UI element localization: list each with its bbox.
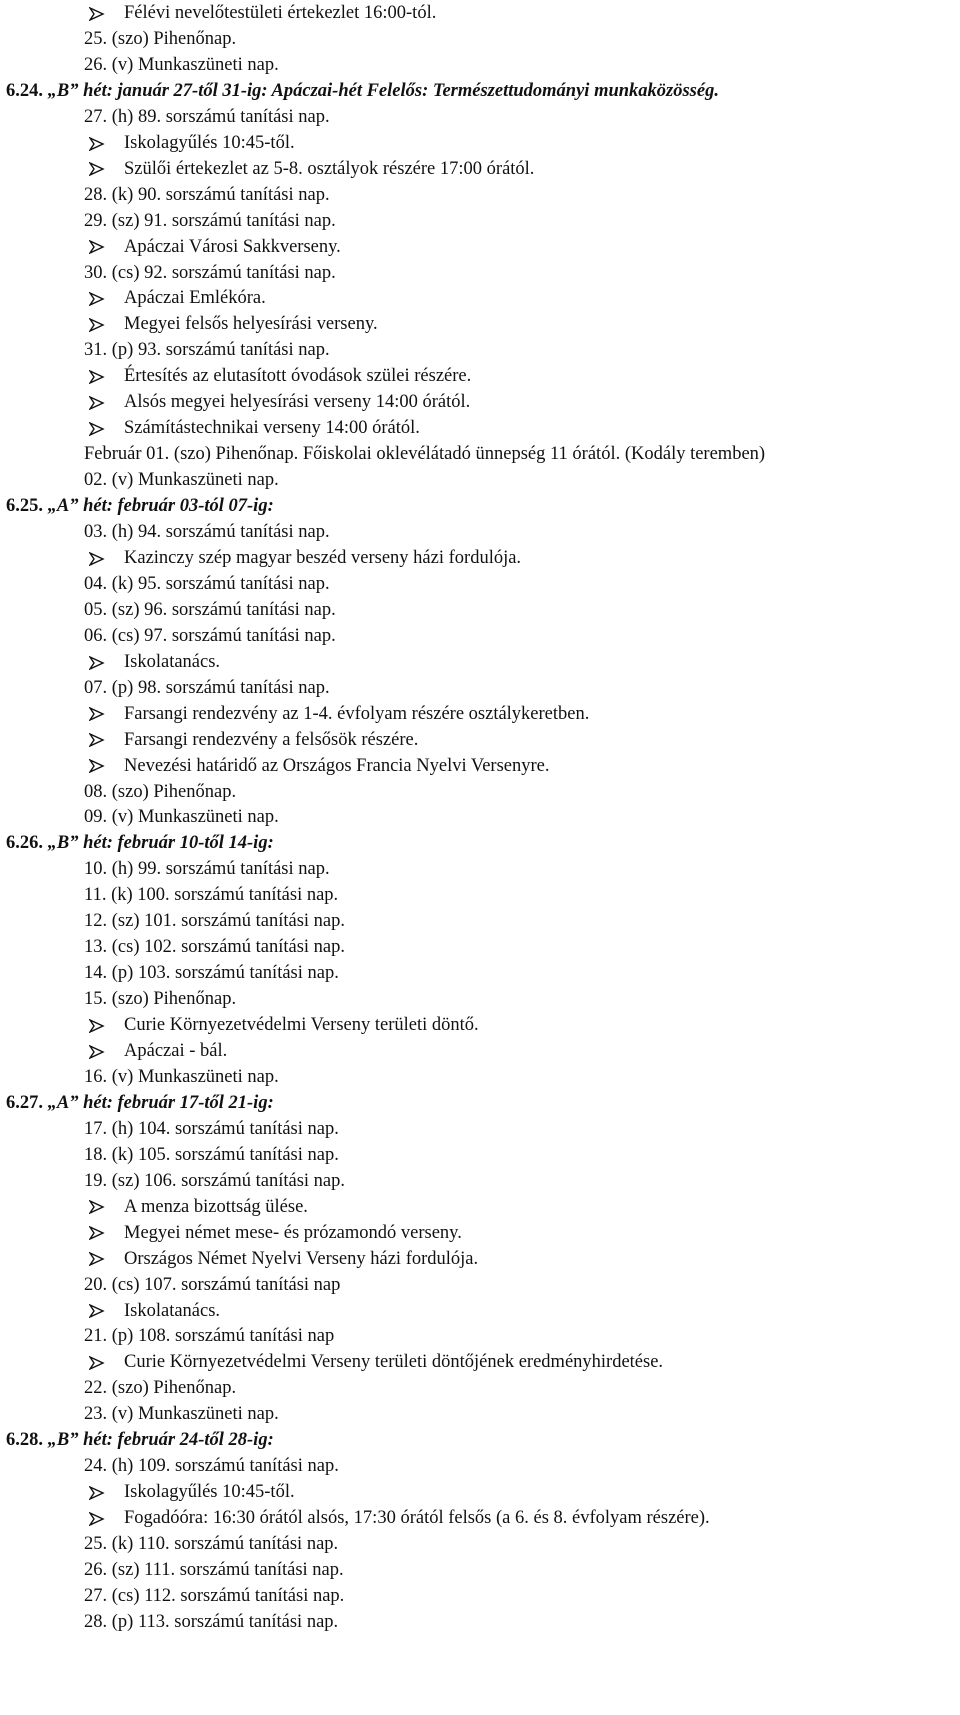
arrow-bullet-icon: [84, 1246, 110, 1272]
weekday-tag: (k): [111, 1534, 134, 1555]
bullet-text: Országos Német Nyelvi Verseny házi fordulója.: [124, 1248, 479, 1269]
weekday-tag: (sz): [111, 1560, 140, 1580]
day-entry: [84, 1609, 338, 1635]
weekday-tag: (cs): [111, 1274, 140, 1295]
day-entry: [84, 208, 336, 234]
day-description: 113. sorszámú tanítási nap.: [137, 1611, 339, 1632]
bullet-text: Fogadóóra: 16:30 órától alsós, 17:30 órától felsős (a 6. és 8. évfolyam részére).: [124, 1508, 710, 1529]
bullet-text: Apáczai Emlékóra.: [124, 288, 266, 309]
day-number: 10.: [84, 859, 108, 880]
day-entry: [84, 1323, 334, 1349]
day-entry: [84, 1142, 339, 1168]
weekday-tag: (cs): [111, 625, 140, 646]
weekday-tag: (k): [111, 184, 134, 205]
weekday-tag: (v): [111, 807, 134, 828]
week-heading-segment: január 27-től 31-ig:: [117, 80, 272, 101]
day-entry: [84, 1272, 340, 1298]
arrow-bullet-icon: [84, 701, 110, 727]
bullet-text: Megyei felsős helyesírási verseny.: [124, 314, 378, 335]
bullet-item: [124, 1479, 295, 1505]
day-description: 108. sorszámú tanítási nap: [137, 1326, 335, 1347]
bullet-item: [124, 311, 378, 337]
week-heading: [6, 1427, 274, 1453]
bullet-item: [124, 130, 295, 156]
arrow-bullet-icon: [84, 415, 110, 441]
day-number: 25.: [84, 28, 108, 49]
arrow-bullet-icon: [84, 1349, 110, 1375]
day-entry: [84, 1116, 339, 1142]
day-number: 25.: [84, 1534, 108, 1555]
bullet-item: [124, 363, 471, 389]
entry-text: Február 01. (szo) Pihenőnap. Főiskolai oklevélátadó ünnepség 11 órától. (Kodály teremben): [84, 444, 766, 465]
week-number: 6.24.: [6, 80, 43, 101]
bullet-text: Farsangi rendezvény a felsősök részére.: [124, 729, 419, 750]
week-number: 6.26.: [6, 833, 43, 854]
bullet-item: [124, 545, 521, 571]
day-description: 107. sorszámú tanítási nap: [144, 1274, 341, 1295]
day-number: 05.: [84, 599, 108, 620]
bullet-text: Farsangi rendezvény az 1-4. évfolyam részére osztálykeretben.: [124, 703, 590, 724]
day-entry: [84, 519, 330, 545]
day-number: 06.: [84, 625, 108, 646]
day-number: 22.: [84, 1378, 108, 1399]
week-heading-segment: február 24-től 28-ig:: [117, 1430, 274, 1451]
arrow-bullet-icon: [84, 156, 110, 182]
week-heading: [6, 78, 719, 104]
bullet-text: Curie Környezetvédelmi Verseny területi döntőjének eredményhirdetése.: [124, 1352, 664, 1373]
week-heading-segment: „A” hét:: [43, 1092, 118, 1113]
day-entry: [84, 260, 336, 286]
day-entry: [84, 52, 279, 78]
day-description: Munkaszüneti nap.: [137, 54, 279, 75]
weekday-tag: (v): [111, 1066, 134, 1087]
week-heading-segment: február 17-től 21-ig:: [117, 1092, 274, 1113]
arrow-bullet-icon: [84, 649, 110, 675]
day-description: Pihenőnap.: [153, 28, 237, 49]
weekday-tag: (sz): [111, 1170, 140, 1191]
day-number: 09.: [84, 807, 108, 828]
day-entry: [84, 1168, 345, 1194]
day-number: 12.: [84, 911, 108, 932]
bullet-text: Kazinczy szép magyar beszéd verseny házi fordulója.: [124, 547, 522, 568]
bullet-text: Apáczai - bál.: [124, 1041, 228, 1061]
week-heading-segment: „B” hét:: [43, 833, 118, 854]
day-description: 100. sorszámú tanítási nap.: [137, 885, 339, 906]
bullet-text: Iskolatanács.: [124, 1300, 221, 1321]
day-number: 11.: [84, 885, 107, 906]
arrow-bullet-icon: [84, 727, 110, 753]
day-description: 89. sorszámú tanítási nap.: [137, 106, 330, 127]
day-description: 111. sorszámú tanítási nap.: [144, 1560, 344, 1580]
arrow-bullet-icon: [84, 753, 110, 779]
day-description: 102. sorszámú tanítási nap.: [144, 937, 345, 958]
day-description: 110. sorszámú tanítási nap.: [137, 1534, 339, 1555]
day-entry: [84, 1064, 279, 1090]
bullet-item: [124, 753, 550, 779]
weekday-tag: (h): [111, 106, 134, 127]
weekday-tag: (p): [111, 963, 134, 984]
bullet-text: Alsós megyei helyesírási verseny 14:00 órától.: [124, 392, 471, 413]
day-number: 02.: [84, 470, 108, 491]
bullet-text: Curie Környezetvédelmi Verseny területi döntő.: [124, 1015, 479, 1036]
weekday-tag: (h): [111, 522, 134, 542]
week-heading-segment: „A” hét:: [43, 496, 118, 517]
arrow-bullet-icon: [84, 545, 110, 571]
day-description: 90. sorszámú tanítási nap.: [137, 184, 330, 205]
day-entry: [84, 675, 330, 701]
weekday-tag: (p): [111, 340, 134, 361]
day-number: 13.: [84, 937, 108, 958]
day-description: 104. sorszámú tanítási nap.: [137, 1118, 339, 1139]
plain-entry: [84, 441, 765, 467]
weekday-tag: (szo): [111, 781, 149, 802]
arrow-bullet-icon: [84, 1012, 110, 1038]
day-number: 03.: [84, 522, 108, 542]
day-entry: [84, 571, 330, 597]
day-description: 91. sorszámú tanítási nap.: [144, 210, 336, 231]
day-description: 93. sorszámú tanítási nap.: [137, 340, 330, 361]
weekday-tag: (cs): [111, 937, 140, 958]
arrow-bullet-icon: [84, 1220, 110, 1246]
day-entry: [84, 986, 236, 1012]
arrow-bullet-icon: [84, 130, 110, 156]
weekday-tag: (h): [111, 1118, 134, 1139]
day-number: 07.: [84, 677, 108, 698]
week-heading: [6, 830, 274, 856]
day-description: 109. sorszámú tanítási nap.: [137, 1456, 339, 1477]
day-description: Munkaszüneti nap.: [137, 470, 279, 491]
day-number: 16.: [84, 1066, 108, 1087]
weekday-tag: (szo): [111, 1378, 149, 1399]
day-entry: [84, 1531, 338, 1557]
bullet-item: [124, 1012, 479, 1038]
day-description: 105. sorszámú tanítási nap.: [137, 1144, 339, 1165]
arrow-bullet-icon: [84, 311, 110, 337]
weekday-tag: (v): [111, 470, 134, 491]
arrow-bullet-icon: [84, 1505, 110, 1531]
bullet-text: Félévi nevelőtestületi értekezlet 16:00-tól.: [124, 3, 437, 23]
day-entry: [84, 1375, 236, 1401]
bullet-item: [124, 285, 266, 311]
bullet-item: [124, 1505, 710, 1531]
day-number: 08.: [84, 781, 108, 802]
weekday-tag: (cs): [111, 262, 140, 283]
day-description: 95. sorszámú tanítási nap.: [137, 573, 330, 594]
day-entry: [84, 1401, 279, 1427]
day-entry: [84, 1453, 339, 1479]
bullet-item: [124, 389, 470, 415]
bullet-item: [124, 701, 589, 727]
arrow-bullet-icon: [84, 1038, 110, 1064]
week-heading-segment: február 03-tól 07-ig:: [117, 496, 274, 517]
bullet-item: [124, 1246, 478, 1272]
day-number: 19.: [84, 1170, 108, 1191]
bullet-item: [124, 1220, 462, 1246]
day-number: 15.: [84, 989, 108, 1010]
bullet-text: A menza bizottság ülése.: [124, 1196, 308, 1217]
day-entry: [84, 182, 330, 208]
bullet-item: [124, 234, 341, 260]
bullet-text: Értesítés az elutasított óvodások szülei részére.: [124, 366, 472, 387]
day-number: 26.: [84, 54, 108, 75]
bullet-text: Számítástechnikai verseny 14:00 órától.: [124, 418, 420, 439]
week-number: 6.27.: [6, 1092, 43, 1113]
day-entry: [84, 856, 330, 882]
week-heading-segment: „B” hét:: [43, 1430, 118, 1451]
weekday-tag: (p): [111, 1611, 134, 1632]
weekday-tag: (v): [111, 1404, 134, 1425]
weekday-tag: (szo): [111, 989, 149, 1010]
day-description: Pihenőnap.: [153, 781, 237, 802]
bullet-item: [124, 1038, 227, 1064]
day-description: 97. sorszámú tanítási nap.: [144, 625, 336, 646]
day-description: 106. sorszámú tanítási nap.: [144, 1170, 345, 1191]
weekday-tag: (sz): [111, 911, 140, 932]
week-heading-segment: „B” hét:: [43, 80, 118, 101]
week-heading: [6, 1090, 274, 1116]
day-number: 27.: [84, 106, 108, 127]
bullet-text: Nevezési határidő az Országos Francia Nyelvi Versenyre.: [124, 755, 550, 776]
arrow-bullet-icon: [84, 234, 110, 260]
day-description: 98. sorszámú tanítási nap.: [137, 677, 330, 698]
day-number: 04.: [84, 573, 108, 594]
day-entry: [84, 104, 330, 130]
day-entry: [84, 1557, 344, 1583]
arrow-bullet-icon: [84, 389, 110, 415]
arrow-bullet-icon: [84, 363, 110, 389]
day-description: Munkaszüneti nap.: [137, 807, 279, 828]
day-description: Pihenőnap.: [153, 989, 237, 1010]
weekday-tag: (p): [111, 1326, 134, 1347]
week-number: 6.28.: [6, 1430, 43, 1451]
day-number: 28.: [84, 184, 108, 205]
arrow-bullet-icon: [84, 0, 110, 26]
day-number: 29.: [84, 210, 108, 231]
day-entry: [84, 26, 236, 52]
bullet-item: [124, 156, 534, 182]
bullet-item: [124, 1349, 663, 1375]
day-entry: [84, 337, 330, 363]
day-number: 18.: [84, 1144, 108, 1165]
weekday-tag: (h): [111, 859, 134, 880]
day-entry: [84, 934, 345, 960]
bullet-text: Megyei német mese- és prózamondó verseny.: [124, 1222, 462, 1243]
day-number: 14.: [84, 963, 108, 984]
weekday-tag: (cs): [111, 1585, 140, 1606]
day-number: 23.: [84, 1404, 108, 1425]
arrow-bullet-icon: [84, 285, 110, 311]
weekday-tag: (v): [111, 54, 134, 75]
day-number: 26.: [84, 1560, 108, 1580]
weekday-tag: (sz): [111, 599, 140, 620]
day-number: 31.: [84, 340, 108, 361]
bullet-text: Iskolagyűlés 10:45-től.: [124, 1482, 295, 1503]
week-heading: [6, 493, 274, 519]
day-entry: [84, 467, 279, 493]
bullet-item: [124, 415, 420, 441]
bullet-text: Iskolagyűlés 10:45-től.: [124, 132, 295, 153]
arrow-bullet-icon: [84, 1298, 110, 1324]
day-description: 96. sorszámú tanítási nap.: [144, 599, 336, 620]
arrow-bullet-icon: [84, 1479, 110, 1505]
day-description: 94. sorszámú tanítási nap.: [137, 522, 330, 542]
day-entry: [84, 908, 345, 934]
bullet-item: [124, 727, 418, 753]
bullet-text: Szülői értekezlet az 5-8. osztályok részére 17:00 órától.: [124, 158, 535, 179]
week-number: 6.25.: [6, 496, 43, 517]
day-number: 17.: [84, 1118, 108, 1139]
day-description: 103. sorszámú tanítási nap.: [137, 963, 339, 984]
day-description: 101. sorszámú tanítási nap.: [144, 911, 345, 932]
weekday-tag: (sz): [111, 210, 140, 231]
day-number: 28.: [84, 1611, 108, 1632]
day-entry: [84, 960, 339, 986]
weekday-tag: (k): [111, 885, 133, 906]
arrow-bullet-icon: [84, 1194, 110, 1220]
day-entry: [84, 623, 336, 649]
day-entry: [84, 779, 236, 805]
day-description: 112. sorszámú tanítási nap.: [144, 1585, 345, 1606]
day-entry: [84, 597, 336, 623]
day-number: 27.: [84, 1585, 108, 1606]
bullet-item: [124, 1194, 308, 1220]
bullet-item: [124, 649, 220, 675]
weekday-tag: (p): [111, 677, 134, 698]
bullet-text: Iskolatanács.: [124, 651, 221, 672]
day-number: 24.: [84, 1456, 108, 1477]
bullet-text: Apáczai Városi Sakkverseny.: [124, 236, 341, 257]
day-description: 92. sorszámú tanítási nap.: [144, 262, 336, 283]
day-number: 21.: [84, 1326, 108, 1347]
bullet-item: [124, 0, 436, 26]
day-description: Munkaszüneti nap.: [137, 1066, 279, 1087]
day-number: 30.: [84, 262, 108, 283]
weekday-tag: (szo): [111, 28, 149, 49]
day-entry: [84, 1583, 344, 1609]
day-entry: [84, 882, 338, 908]
week-heading-segment: Apáczai-hét Felelős: Természettudományi munkaközösség.: [271, 80, 719, 101]
weekday-tag: (k): [111, 1144, 134, 1165]
weekday-tag: (h): [111, 1456, 134, 1477]
bullet-item: [124, 1298, 220, 1324]
day-entry: [84, 804, 279, 830]
day-description: 99. sorszámú tanítási nap.: [137, 859, 330, 880]
day-number: 20.: [84, 1274, 108, 1295]
weekday-tag: (k): [111, 573, 134, 594]
day-description: Munkaszüneti nap.: [137, 1404, 279, 1425]
week-heading-segment: február 10-től 14-ig:: [117, 833, 274, 854]
day-description: Pihenőnap.: [153, 1378, 237, 1399]
